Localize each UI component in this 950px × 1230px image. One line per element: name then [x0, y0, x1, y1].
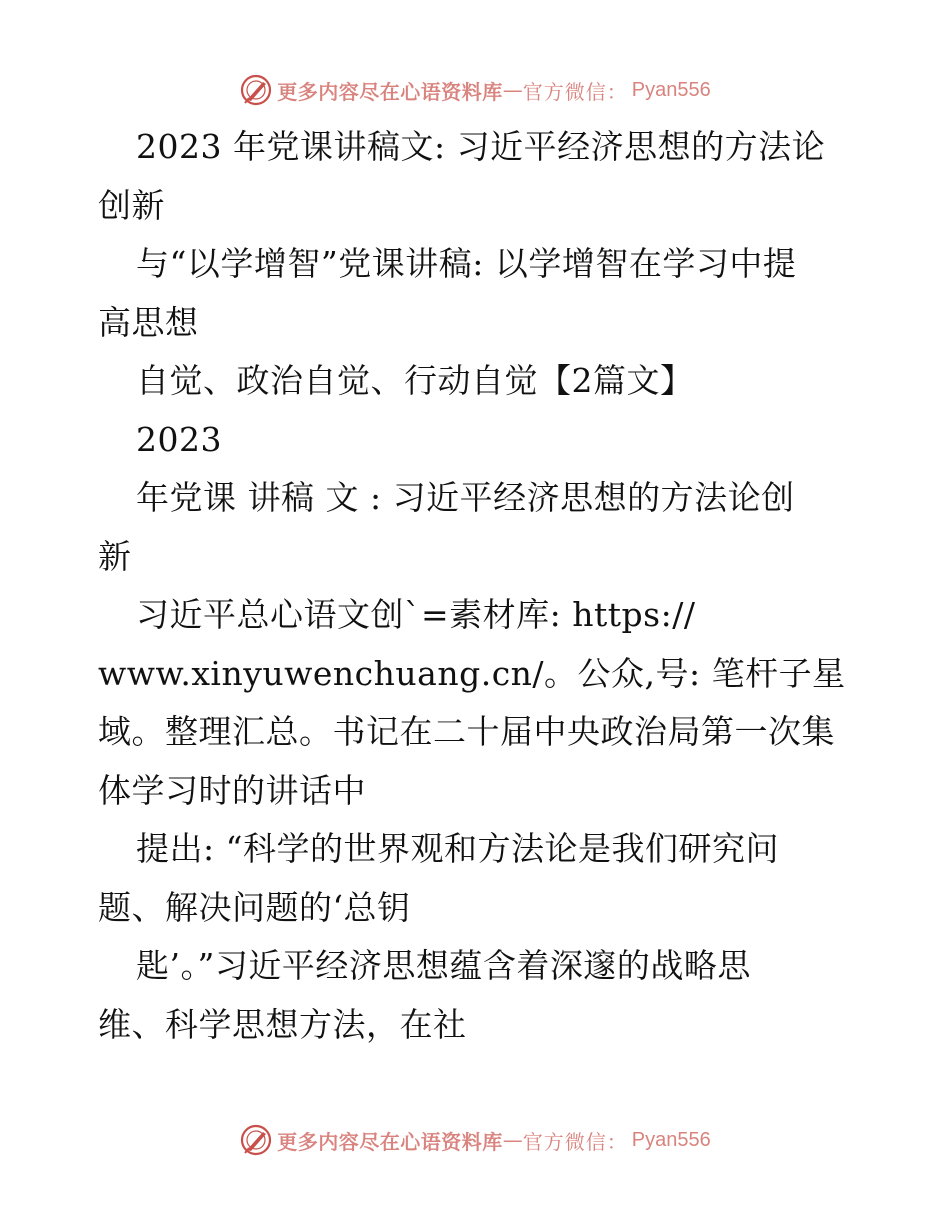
doc-line: 高思想 — [98, 302, 199, 342]
quill-seal-icon — [239, 73, 273, 107]
banner-separator: — — [502, 1128, 523, 1152]
doc-line: 2023 — [136, 419, 222, 459]
banner-main-text: 更多内容尽在心语资料库 — [277, 79, 503, 104]
doc-line: 提出: “科学的世界观和方法论是我们研究问 — [136, 829, 779, 868]
doc-line: 体学习时的讲话中 — [98, 770, 366, 810]
banner-wechat-id: Pyan556 — [631, 1128, 711, 1151]
banner-official-label: 官方微信： — [522, 79, 628, 104]
doc-line: 域。整理汇总。书记在二十届中央政治局第一次集 — [98, 712, 835, 751]
doc-line: www.xinyuwenchuang.cn/。公众,号: 笔杆子星 — [98, 653, 846, 693]
footer-banner — [0, 1120, 950, 1160]
doc-line: 年党课 讲稿 文 : 习近平经济思想的方法论创 — [136, 478, 795, 517]
quill-seal-icon — [239, 1123, 273, 1157]
doc-line: 维、科学思想方法，在社 — [98, 1004, 467, 1044]
doc-line: 与“以学增智”党课讲稿: 以学增智在学习中提 — [136, 244, 797, 283]
doc-line: 2023 年党课讲稿文: 习近平经济思想的方法论 — [136, 127, 826, 166]
header-banner — [0, 70, 950, 110]
banner-official-label: 官方微信： — [522, 1129, 628, 1154]
doc-line: 自觉、政治自觉、行动自觉【2篇文】 — [136, 361, 694, 400]
banner-wechat-id: Pyan556 — [631, 78, 711, 101]
banner-separator: — — [502, 78, 523, 102]
doc-line: 题、解决问题的‘总钥 — [98, 887, 411, 927]
doc-line: 匙’。”习近平经济思想蕴含着深邃的战略思 — [136, 946, 751, 985]
banner-main-text: 更多内容尽在心语资料库 — [277, 1129, 503, 1154]
doc-line: 习近平总心语文创`=素材库: https:// — [136, 595, 696, 634]
document-body — [98, 118, 858, 1054]
doc-line: 创新 — [98, 185, 165, 225]
doc-line: 新 — [98, 536, 132, 576]
